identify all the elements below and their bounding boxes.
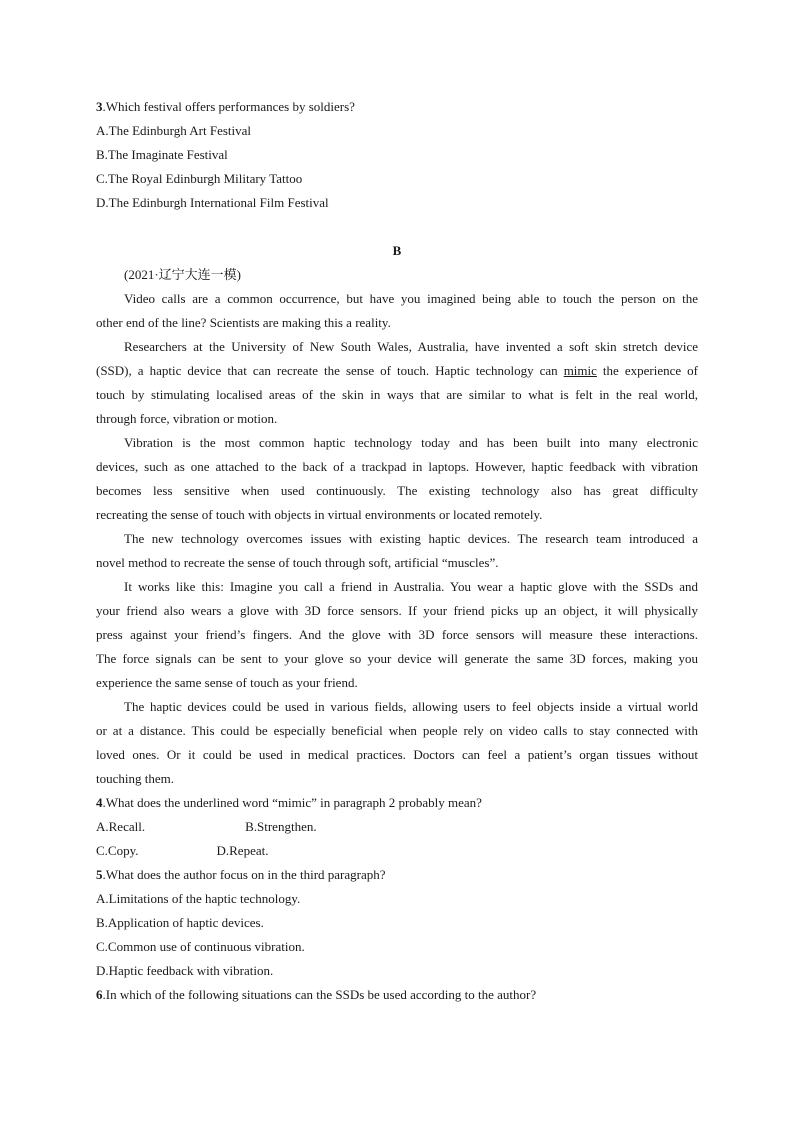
underlined-word: mimic	[563, 363, 597, 378]
paragraph-line: loved ones. Or it could be used in medical practices. Doctors can feel a patient’s organ tissues without	[96, 747, 698, 762]
option-row	[96, 815, 698, 839]
question-text: .What does the author focus on in the third paragraph?	[102, 867, 386, 882]
option-d: D.Haptic feedback with vibration.	[96, 963, 274, 978]
page-content	[96, 95, 698, 1007]
question-text: .What does the underlined word “mimic” in paragraph 2 probably mean?	[102, 795, 482, 810]
paragraph-line: The haptic devices could be used in various fields, allowing users to feel objects inside a virtual world	[124, 699, 698, 714]
question-number: 3	[96, 99, 103, 114]
paragraph-line: Researchers at the University of New South Wales, Australia, have invented a soft skin stretch device	[124, 339, 698, 354]
text-span: the experience of	[596, 363, 698, 378]
option-b: B.The Imaginate Festival	[96, 147, 228, 162]
option-row	[96, 839, 698, 863]
paragraph-line: your friend also wears a glove with 3D force sensors. If your friend picks up an object, it will physically	[96, 603, 698, 618]
paragraph-line: or at a distance. This could be especially beneficial when people rely on video calls to stay connected with	[96, 723, 698, 738]
option-d: D.Repeat.	[216, 843, 269, 858]
paragraph-line: novel method to recreate the sense of touch through soft, artificial “muscles”.	[96, 555, 499, 570]
paragraph-line: touching them.	[96, 771, 174, 786]
option-d: D.The Edinburgh International Film Festival	[96, 195, 329, 210]
option-b: B.Strengthen.	[245, 819, 317, 834]
paragraph-line: experience the same sense of touch as your friend.	[96, 675, 358, 690]
paragraph-line: becomes less sensitive when used continuously. The existing technology also has great difficulty	[96, 483, 698, 498]
question-text: .In which of the following situations can the SSDs be used according to the author?	[102, 987, 537, 1002]
paragraph-line: devices, such as one attached to the back of a trackpad in laptops. However, haptic feedback with vibration	[96, 459, 698, 474]
question-5	[96, 863, 698, 887]
paragraph-line: Video calls are a common occurrence, but have you imagined being able to touch the person on the	[124, 291, 698, 306]
question-4	[96, 791, 698, 815]
paragraph-line: touch by stimulating localised areas of the skin in ways that are similar to what is felt in the real world,	[96, 387, 698, 402]
paragraph-line: It works like this: Imagine you call a friend in Australia. You wear a haptic glove with the SSDs and	[124, 579, 698, 594]
question-3	[96, 95, 698, 119]
option-c: C.The Royal Edinburgh Military Tattoo	[96, 171, 303, 186]
option-a: A.Limitations of the haptic technology.	[96, 891, 301, 906]
paragraph-line: press against your friend’s fingers. And the glove with 3D force sensors will measure these interactions.	[96, 627, 698, 642]
question-text: .Which festival offers performances by soldiers?	[102, 99, 355, 114]
paragraph-line: The new technology overcomes issues with existing haptic devices. The research team introduced a	[124, 531, 698, 546]
question-number: 6	[96, 987, 103, 1002]
option-a: A.The Edinburgh Art Festival	[96, 123, 252, 138]
question-number: 4	[96, 795, 103, 810]
section-title: B	[392, 243, 402, 258]
paragraph-line	[96, 359, 698, 383]
paragraph-line: recreating the sense of touch with objects in virtual environments or located remotely.	[96, 507, 543, 522]
option-c: C.Copy.	[96, 843, 139, 858]
question-6	[96, 983, 698, 1007]
question-number: 5	[96, 867, 103, 882]
text-span: (SSD), a haptic device that can recreate the sense of touch. Haptic technology can	[96, 363, 564, 378]
option-b: B.Application of haptic devices.	[96, 915, 264, 930]
option-a: A.Recall.	[96, 819, 146, 834]
paragraph-line: through force, vibration or motion.	[96, 411, 278, 426]
paragraph-line: Vibration is the most common haptic technology today and has been built into many electronic	[124, 435, 698, 450]
option-c: C.Common use of continuous vibration.	[96, 939, 305, 954]
paragraph-line: other end of the line? Scientists are making this a reality.	[96, 315, 391, 330]
source-note: (2021·辽宁大连一模)	[124, 267, 241, 282]
paragraph-line: The force signals can be sent to your glove so your device will generate the same 3D forces, making you	[96, 651, 698, 666]
